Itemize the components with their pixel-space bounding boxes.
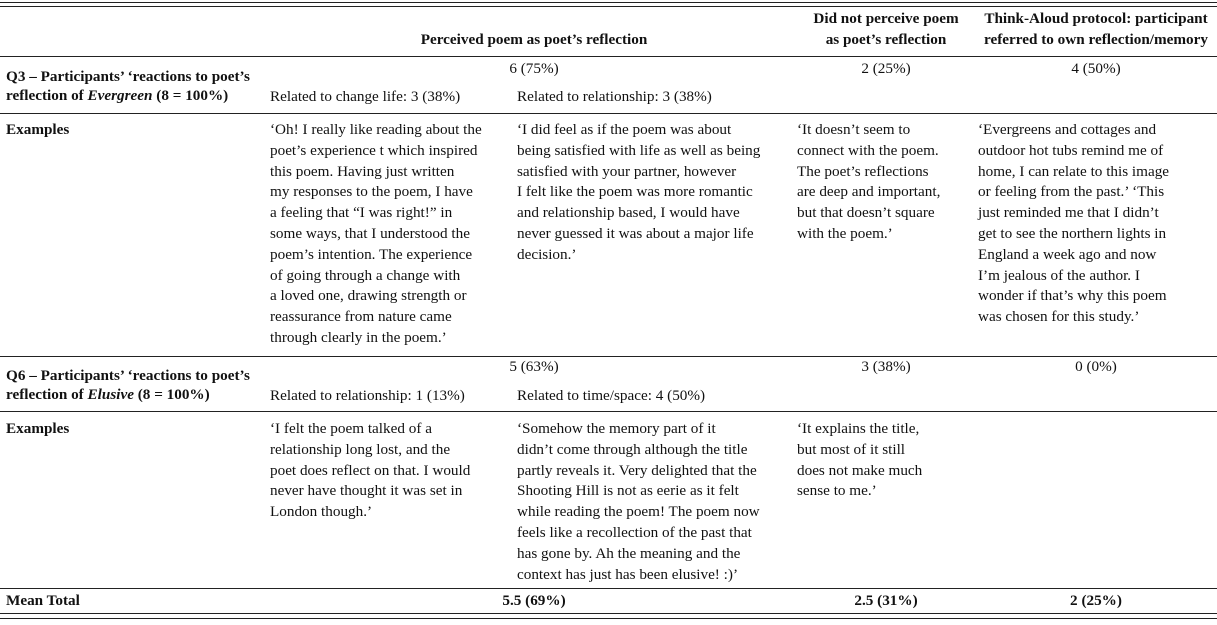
header-not-perceived: Did not perceive poem as poet’s reflection <box>813 10 959 48</box>
q6-poem-title: Elusive <box>87 386 134 403</box>
q3-label-pre: reflection of <box>6 87 88 104</box>
top-rule-second <box>0 6 1217 7</box>
q6-label-line2 <box>6 385 210 406</box>
q6-example-not-perceived: ‘It explains the title, but most of it still does not make much sense to me.’ <box>797 420 923 500</box>
q6-perceived: 5 (63%) <box>509 358 559 375</box>
q6-examples-label: Examples <box>6 420 70 437</box>
q6-think-aloud: 0 (0%) <box>1075 358 1117 375</box>
q3-sub-relationship: Related to relationship: 3 (38%) <box>517 88 712 105</box>
top-rule <box>0 2 1217 3</box>
q6-sub-relationship: Related to relationship: 1 (13%) <box>270 387 465 404</box>
q3-example-perceived-2: ‘I did feel as if the poem was about being satisfied with life as well as being satisfied with your partner, however I felt like the poem was more romantic and relationship based, I would have never guessed it was about a major life decision.’ <box>517 121 761 263</box>
q3-label-post: (8 = 100%) <box>152 87 229 104</box>
header-think-aloud: Think-Aloud protocol: participant referred to own reflection/memory <box>984 10 1208 48</box>
q6-label-pre: reflection of <box>6 386 88 403</box>
q3-poem-title: Evergreen <box>87 87 153 104</box>
q3-example-perceived-1: ‘Oh! I really like reading about the poet’s experience t which inspired this poem. Having just written my responses to the poem, I have a feeling that “I was right!” in some ways, that I understood the poem’s intention. The experience of going through a change with a loved one, drawing strength or reassurance from nature came through clearly in the poem.’ <box>270 121 482 346</box>
q6-label-post: (8 = 100%) <box>133 386 210 403</box>
q3-not-perceived: 2 (25%) <box>861 60 911 77</box>
q6-sub-time-space: Related to time/space: 4 (50%) <box>517 387 706 404</box>
q3-example-think-aloud: ‘Evergreens and cottages and outdoor hot tubs remind me of home, I can relate to this image or feeling from the past.’ ‘This just reminded me that I didn’t get to see the northern lights in England a week ago and now I’m jealous of the author. I wonder if that’s why this poem was chosen for this study.’ <box>978 121 1170 326</box>
mean-not-perceived: 2.5 (31%) <box>854 592 918 609</box>
q3-perceived: 6 (75%) <box>509 60 559 77</box>
q6-example-perceived-2: ‘Somehow the memory part of it didn’t come through although the title partly reveals it. Very delighted that the Shooting Hill is not as eerie as it felt while reading the poem! The poem now feels like a recollection of the past that has gone by. Ah the meaning and the context has just has been elusive! :)’ <box>517 420 760 583</box>
header-rule <box>0 56 1217 57</box>
q3-example-not-perceived: ‘It doesn’t seem to connect with the poem. The poet’s reflections are deep and important, but that doesn’t square with the poem.’ <box>797 121 941 242</box>
q6-not-perceived: 3 (38%) <box>861 358 911 375</box>
bottom-rule <box>0 613 1217 614</box>
q3-rule <box>0 113 1217 114</box>
mean-total-label: Mean Total <box>6 592 80 609</box>
q3-examples-label: Examples <box>6 121 70 138</box>
mean-think-aloud: 2 (25%) <box>1070 592 1122 609</box>
bottom-rule-second <box>0 618 1217 619</box>
q3-sub-change-life: Related to change life: 3 (38%) <box>270 88 461 105</box>
q6-label-line1: Q6 – Participants’ ‘reactions to poet’s <box>6 367 250 384</box>
mean-perceived: 5.5 (69%) <box>502 592 566 609</box>
q3-label-line1: Q3 – Participants’ ‘reactions to poet’s <box>6 68 250 85</box>
q6-example-perceived-1: ‘I felt the poem talked of a relationship long lost, and the poet does reflect on that. I would never have thought it was set in London though.’ <box>270 420 471 521</box>
q6-rule <box>0 411 1217 412</box>
q3-label-line2 <box>6 86 228 107</box>
mean-rule <box>0 588 1217 589</box>
header-perceived: Perceived poem as poet’s reflection <box>420 31 648 48</box>
q3-think-aloud: 4 (50%) <box>1071 60 1121 77</box>
